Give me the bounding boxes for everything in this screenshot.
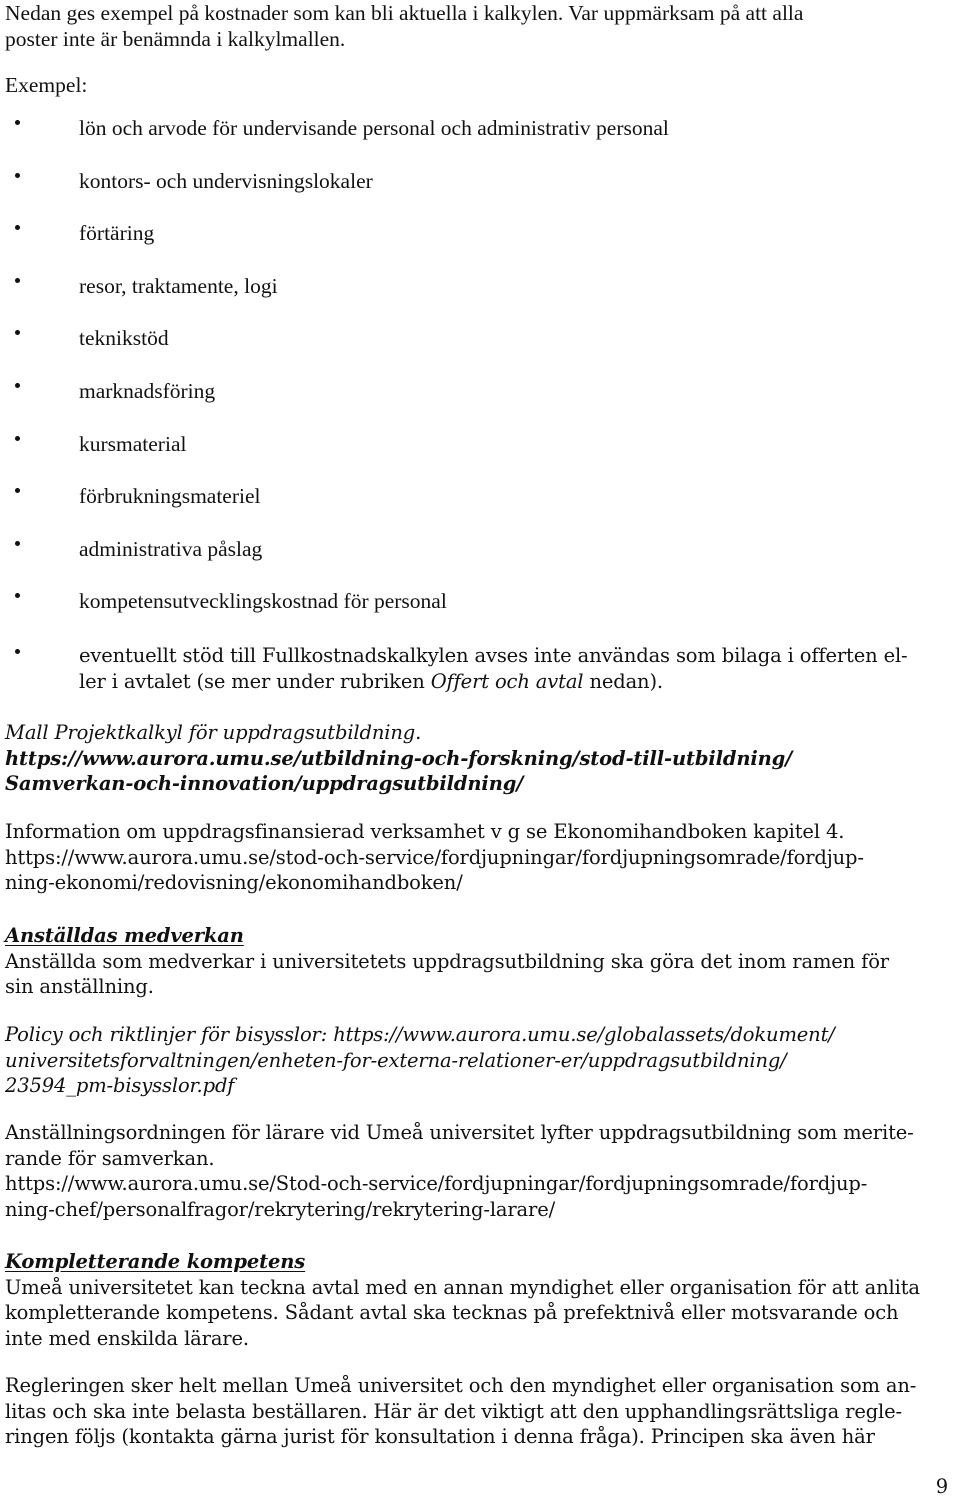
bullet-icon bbox=[15, 593, 20, 598]
list-item-text: förtäring bbox=[79, 221, 155, 246]
mall-section bbox=[5, 720, 955, 797]
policy-line-3[interactable]: 23594_pm-bisysslor.pdf bbox=[5, 1074, 235, 1097]
list-item-text: kontors- och undervisningslokaler bbox=[79, 168, 373, 193]
regleringen-line-3: ringen följs (kontakta gärna jurist för konsultation i denna fråga). Principen ska även här bbox=[5, 1425, 875, 1448]
list-item-text: förbrukningsmateriel bbox=[79, 484, 261, 509]
info-section bbox=[5, 819, 955, 896]
last-bullet-text: ler i avtalet (se mer under rubriken bbox=[79, 669, 431, 693]
last-bullet-line-2 bbox=[79, 669, 955, 695]
bullet-icon bbox=[15, 541, 20, 546]
regleringen-section bbox=[5, 1373, 955, 1450]
bullet-icon bbox=[15, 278, 20, 283]
example-label: Exempel: bbox=[5, 73, 88, 97]
bullet-icon bbox=[15, 383, 20, 388]
intro-paragraph bbox=[5, 0, 803, 52]
policy-section bbox=[5, 1022, 955, 1099]
section-heading-kompletterande: Kompletterande kompetens bbox=[5, 1250, 306, 1273]
last-bullet-text-end: nedan). bbox=[583, 669, 663, 693]
bullet-icon bbox=[15, 120, 20, 125]
kompletterande-line-3: inte med enskilda lärare. bbox=[5, 1326, 249, 1350]
intro-line-1: Nedan ges exempel på kostnader som kan bli aktuella i kalkylen. Var uppmärksam på att alla bbox=[5, 1, 804, 25]
list-item-text: teknikstöd bbox=[79, 326, 169, 351]
last-bullet-line-1: eventuellt stöd till Fullkostnadskalkylen avses inte användas som bilaga i offerten el- bbox=[79, 644, 908, 667]
list-item bbox=[5, 378, 669, 431]
bullet-icon bbox=[15, 173, 20, 178]
list-item bbox=[5, 168, 669, 221]
ordning-line-2: rande för samverkan. bbox=[5, 1146, 215, 1170]
page-number: 9 bbox=[935, 1475, 948, 1498]
cost-examples-list bbox=[5, 115, 669, 641]
list-item bbox=[5, 588, 669, 641]
offert-och-avtal-reference: Offert och avtal bbox=[430, 669, 584, 693]
list-item bbox=[5, 220, 669, 273]
list-item bbox=[5, 273, 669, 326]
mall-link-line-2[interactable]: Samverkan-och-innovation/uppdragsutbildning/ bbox=[5, 772, 524, 795]
kompletterande-line-1: Umeå universitetet kan teckna avtal med en annan myndighet eller organisation för att anlita bbox=[5, 1275, 920, 1299]
info-link-line-1[interactable]: https://www.aurora.umu.se/stod-och-service/fordjupningar/fordjupningsomrade/fordjup- bbox=[5, 845, 864, 869]
list-item-last bbox=[5, 643, 955, 694]
policy-line-2[interactable]: universitetsforvaltningen/enheten-for-externa-relationer-er/uppdragsutbildning/ bbox=[5, 1048, 787, 1072]
anstalldas-line-2: sin anställning. bbox=[5, 975, 154, 998]
regleringen-line-2: litas och ska inte belasta beställaren. Här är det viktigt att den upphandlingsrättsliga regle- bbox=[5, 1399, 902, 1423]
bullet-icon bbox=[15, 225, 20, 230]
anstalldas-section bbox=[5, 923, 955, 1000]
list-item bbox=[5, 325, 669, 378]
list-item bbox=[5, 115, 669, 168]
anstalldas-line-1: Anställda som medverkar i universitetets uppdragsutbildning ska göra det inom ramen för bbox=[5, 949, 889, 973]
kompletterande-section bbox=[5, 1249, 955, 1351]
section-heading-anstalldas: Anställdas medverkan bbox=[5, 924, 244, 947]
list-item-text: lön och arvode för undervisande personal och administrativ personal bbox=[79, 116, 669, 140]
bullet-icon bbox=[15, 488, 20, 493]
list-item-text: marknadsföring bbox=[79, 378, 216, 403]
list-item bbox=[5, 483, 669, 536]
list-item-text: resor, traktamente, logi bbox=[79, 273, 278, 298]
anstallningsordning-section bbox=[5, 1120, 955, 1222]
list-item-text: kursmaterial bbox=[79, 431, 187, 456]
list-item bbox=[5, 536, 669, 589]
mall-link-line-1[interactable]: https://www.aurora.umu.se/utbildning-och-forskning/stod-till-utbildning/ bbox=[5, 746, 793, 770]
intro-line-2: poster inte är benämnda i kalkylmallen. bbox=[5, 27, 346, 51]
list-item bbox=[5, 431, 669, 484]
bullet-icon bbox=[15, 649, 20, 654]
ordning-line-1: Anställningsordningen för lärare vid Umeå universitet lyfter uppdragsutbildning som merite- bbox=[5, 1121, 914, 1144]
ordning-link-line-1[interactable]: https://www.aurora.umu.se/Stod-och-service/fordjupningar/fordjupningsomrade/fordjup- bbox=[5, 1172, 868, 1195]
mall-title: Mall Projektkalkyl för uppdragsutbildning. bbox=[5, 721, 422, 744]
regleringen-line-1: Regleringen sker helt mellan Umeå universitet och den myndighet eller organisation som an- bbox=[5, 1374, 917, 1397]
bullet-icon bbox=[15, 436, 20, 441]
bullet-icon bbox=[15, 330, 20, 335]
info-link-line-2[interactable]: ning-ekonomi/redovisning/ekonomihandboken/ bbox=[5, 871, 463, 894]
policy-line-1[interactable]: Policy och riktlinjer för bisysslor: https://www.aurora.umu.se/globalassets/dokument/ bbox=[5, 1023, 835, 1046]
list-item-text: administrativa påslag bbox=[79, 536, 263, 561]
ordning-link-line-2[interactable]: ning-chef/personalfragor/rekrytering/rekrytering-larare/ bbox=[5, 1197, 556, 1221]
list-item-text: kompetensutvecklingskostnad för personal bbox=[79, 589, 447, 614]
info-line-1: Information om uppdragsfinansierad verksamhet v g se Ekonomihandboken kapitel 4. bbox=[5, 820, 845, 843]
kompletterande-line-2: kompletterande kompetens. Sådant avtal ska tecknas på prefektnivå eller motsvarande och bbox=[5, 1301, 899, 1324]
